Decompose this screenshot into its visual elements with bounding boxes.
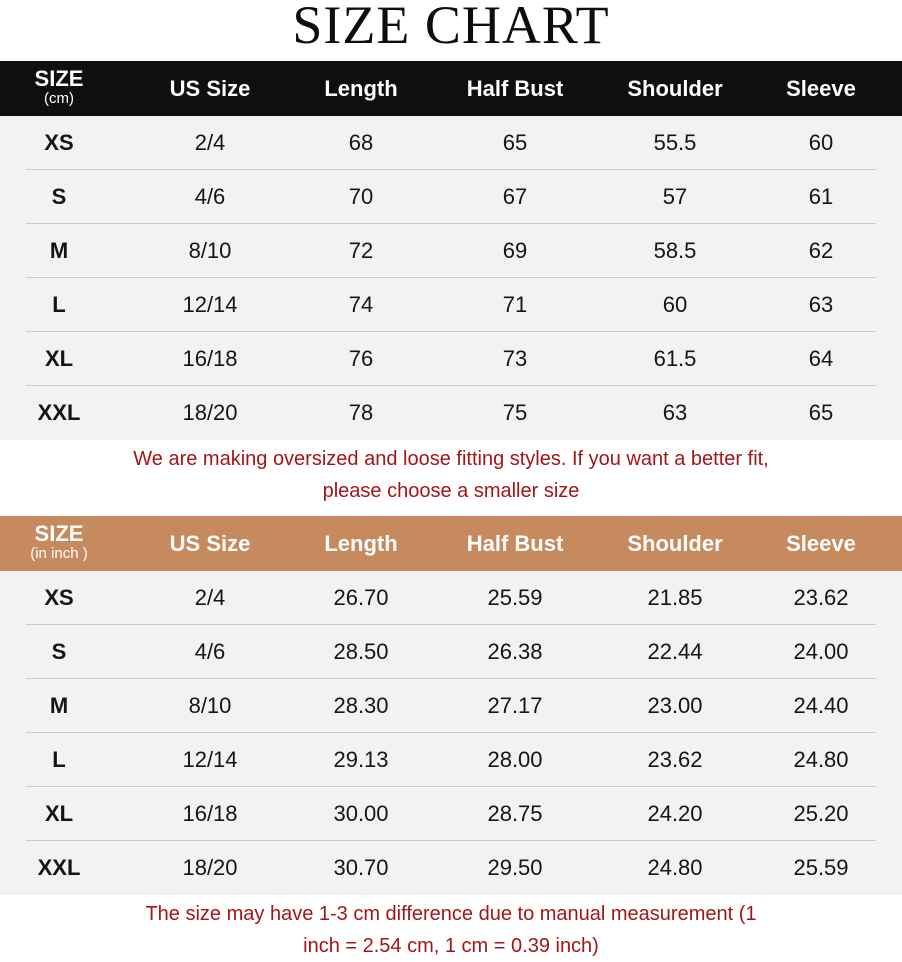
table-row <box>0 386 902 440</box>
cell-half-bust: 25.59 <box>487 585 543 610</box>
cell-us-size: 12/14 <box>182 747 238 772</box>
cell-half-bust: 28.75 <box>487 801 543 826</box>
header-length: Length <box>324 530 398 556</box>
cell-shoulder: 22.44 <box>647 639 703 664</box>
cell-size: L <box>52 747 66 772</box>
table-row <box>0 224 902 278</box>
cell-us-size: 18/20 <box>182 855 238 880</box>
cell-half-bust: 67 <box>502 184 528 209</box>
cell-us-size: 2/4 <box>194 130 226 155</box>
cell-shoulder: 23.62 <box>647 747 703 772</box>
header-size-unit: (cm) <box>44 89 74 107</box>
cell-half-bust: 71 <box>502 292 528 317</box>
cell-sleeve: 60 <box>808 130 834 155</box>
table-row <box>0 625 902 679</box>
table-header <box>0 61 902 116</box>
header-half-bust: Half Bust <box>466 75 564 101</box>
cell-size: XL <box>44 346 74 371</box>
table-body <box>0 571 902 895</box>
cell-half-bust: 75 <box>502 400 528 425</box>
cell-size: XS <box>44 130 74 155</box>
header-half-bust: Half Bust <box>466 530 564 556</box>
cell-us-size: 4/6 <box>194 184 226 209</box>
cell-size: M <box>49 238 69 263</box>
cell-length: 28.50 <box>333 639 389 664</box>
cell-size: XXL <box>37 400 81 425</box>
cell-size: L <box>52 292 66 317</box>
cell-half-bust: 27.17 <box>487 693 543 718</box>
cell-half-bust: 65 <box>502 130 528 155</box>
cell-sleeve: 25.20 <box>793 801 849 826</box>
cell-us-size: 8/10 <box>188 238 232 263</box>
cell-shoulder: 57 <box>662 184 688 209</box>
cell-half-bust: 29.50 <box>487 855 543 880</box>
cell-size: S <box>51 184 67 209</box>
table-row <box>0 116 902 170</box>
header-shoulder: Shoulder <box>627 75 723 101</box>
cell-shoulder: 23.00 <box>647 693 703 718</box>
cell-length: 68 <box>348 130 374 155</box>
cell-length: 78 <box>348 400 374 425</box>
cell-shoulder: 55.5 <box>653 130 697 155</box>
cell-length: 74 <box>348 292 374 317</box>
cell-shoulder: 60 <box>662 292 688 317</box>
cell-size: XS <box>44 585 74 610</box>
table-row <box>0 571 902 625</box>
header-size-label: SIZE <box>34 520 84 546</box>
cell-us-size: 16/18 <box>182 346 238 371</box>
cell-length: 29.13 <box>333 747 389 772</box>
cell-half-bust: 73 <box>502 346 528 371</box>
cell-sleeve: 24.80 <box>793 747 849 772</box>
fit-note-line-2: please choose a smaller size <box>322 480 580 502</box>
cell-sleeve: 25.59 <box>793 855 849 880</box>
header-size <box>0 65 118 109</box>
header-size-label: SIZE <box>34 65 84 91</box>
cell-shoulder: 61.5 <box>653 346 697 371</box>
cell-sleeve: 63 <box>808 292 834 317</box>
table-row <box>0 278 902 332</box>
cell-length: 70 <box>348 184 374 209</box>
cell-us-size: 8/10 <box>188 693 232 718</box>
table-header <box>0 516 902 571</box>
header-sleeve: Sleeve <box>786 530 856 556</box>
cell-half-bust: 26.38 <box>487 639 543 664</box>
cell-sleeve: 62 <box>808 238 834 263</box>
cell-size: M <box>49 693 69 718</box>
table-row <box>0 332 902 386</box>
header-us-size: US Size <box>169 75 251 101</box>
cell-length: 72 <box>348 238 374 263</box>
measurement-note-line-1: The size may have 1-3 cm difference due to manual measurement (1 <box>145 903 757 925</box>
cell-sleeve: 24.00 <box>793 639 849 664</box>
size-table-cm <box>0 61 902 440</box>
header-size-unit: (in inch ) <box>30 544 88 562</box>
cell-size: S <box>51 639 67 664</box>
table-row <box>0 733 902 787</box>
header-sleeve: Sleeve <box>786 75 856 101</box>
table-row <box>0 787 902 841</box>
table-row <box>0 679 902 733</box>
cell-us-size: 4/6 <box>194 639 226 664</box>
cell-sleeve: 61 <box>808 184 834 209</box>
cell-shoulder: 24.20 <box>647 801 703 826</box>
cell-us-size: 18/20 <box>182 400 238 425</box>
cell-shoulder: 63 <box>662 400 688 425</box>
cell-length: 30.00 <box>333 801 389 826</box>
cell-size: XL <box>44 801 74 826</box>
measurement-note-line-2: inch = 2.54 cm, 1 cm = 0.39 inch) <box>303 935 599 957</box>
header-size <box>0 520 118 564</box>
fit-note-line-1: We are making oversized and loose fitting styles. If you want a better fit, <box>133 448 769 470</box>
cell-us-size: 12/14 <box>182 292 238 317</box>
cell-size: XXL <box>37 855 81 880</box>
cell-sleeve: 65 <box>808 400 834 425</box>
measurement-note <box>60 898 842 962</box>
table-row <box>0 841 902 895</box>
cell-shoulder: 21.85 <box>647 585 703 610</box>
cell-half-bust: 28.00 <box>487 747 543 772</box>
header-shoulder: Shoulder <box>627 530 723 556</box>
cell-shoulder: 58.5 <box>653 238 697 263</box>
cell-us-size: 16/18 <box>182 801 238 826</box>
header-length: Length <box>324 75 398 101</box>
cell-sleeve: 64 <box>808 346 834 371</box>
cell-sleeve: 23.62 <box>793 585 849 610</box>
size-table-inch <box>0 516 902 895</box>
cell-half-bust: 69 <box>502 238 528 263</box>
cell-us-size: 2/4 <box>194 585 226 610</box>
cell-length: 76 <box>348 346 374 371</box>
cell-shoulder: 24.80 <box>647 855 703 880</box>
cell-length: 30.70 <box>333 855 389 880</box>
cell-length: 28.30 <box>333 693 389 718</box>
page-title: SIZE CHART <box>292 0 610 55</box>
fit-note <box>60 443 842 507</box>
header-us-size: US Size <box>169 530 251 556</box>
cell-sleeve: 24.40 <box>793 693 849 718</box>
cell-length: 26.70 <box>333 585 389 610</box>
table-row <box>0 170 902 224</box>
table-body <box>0 116 902 440</box>
